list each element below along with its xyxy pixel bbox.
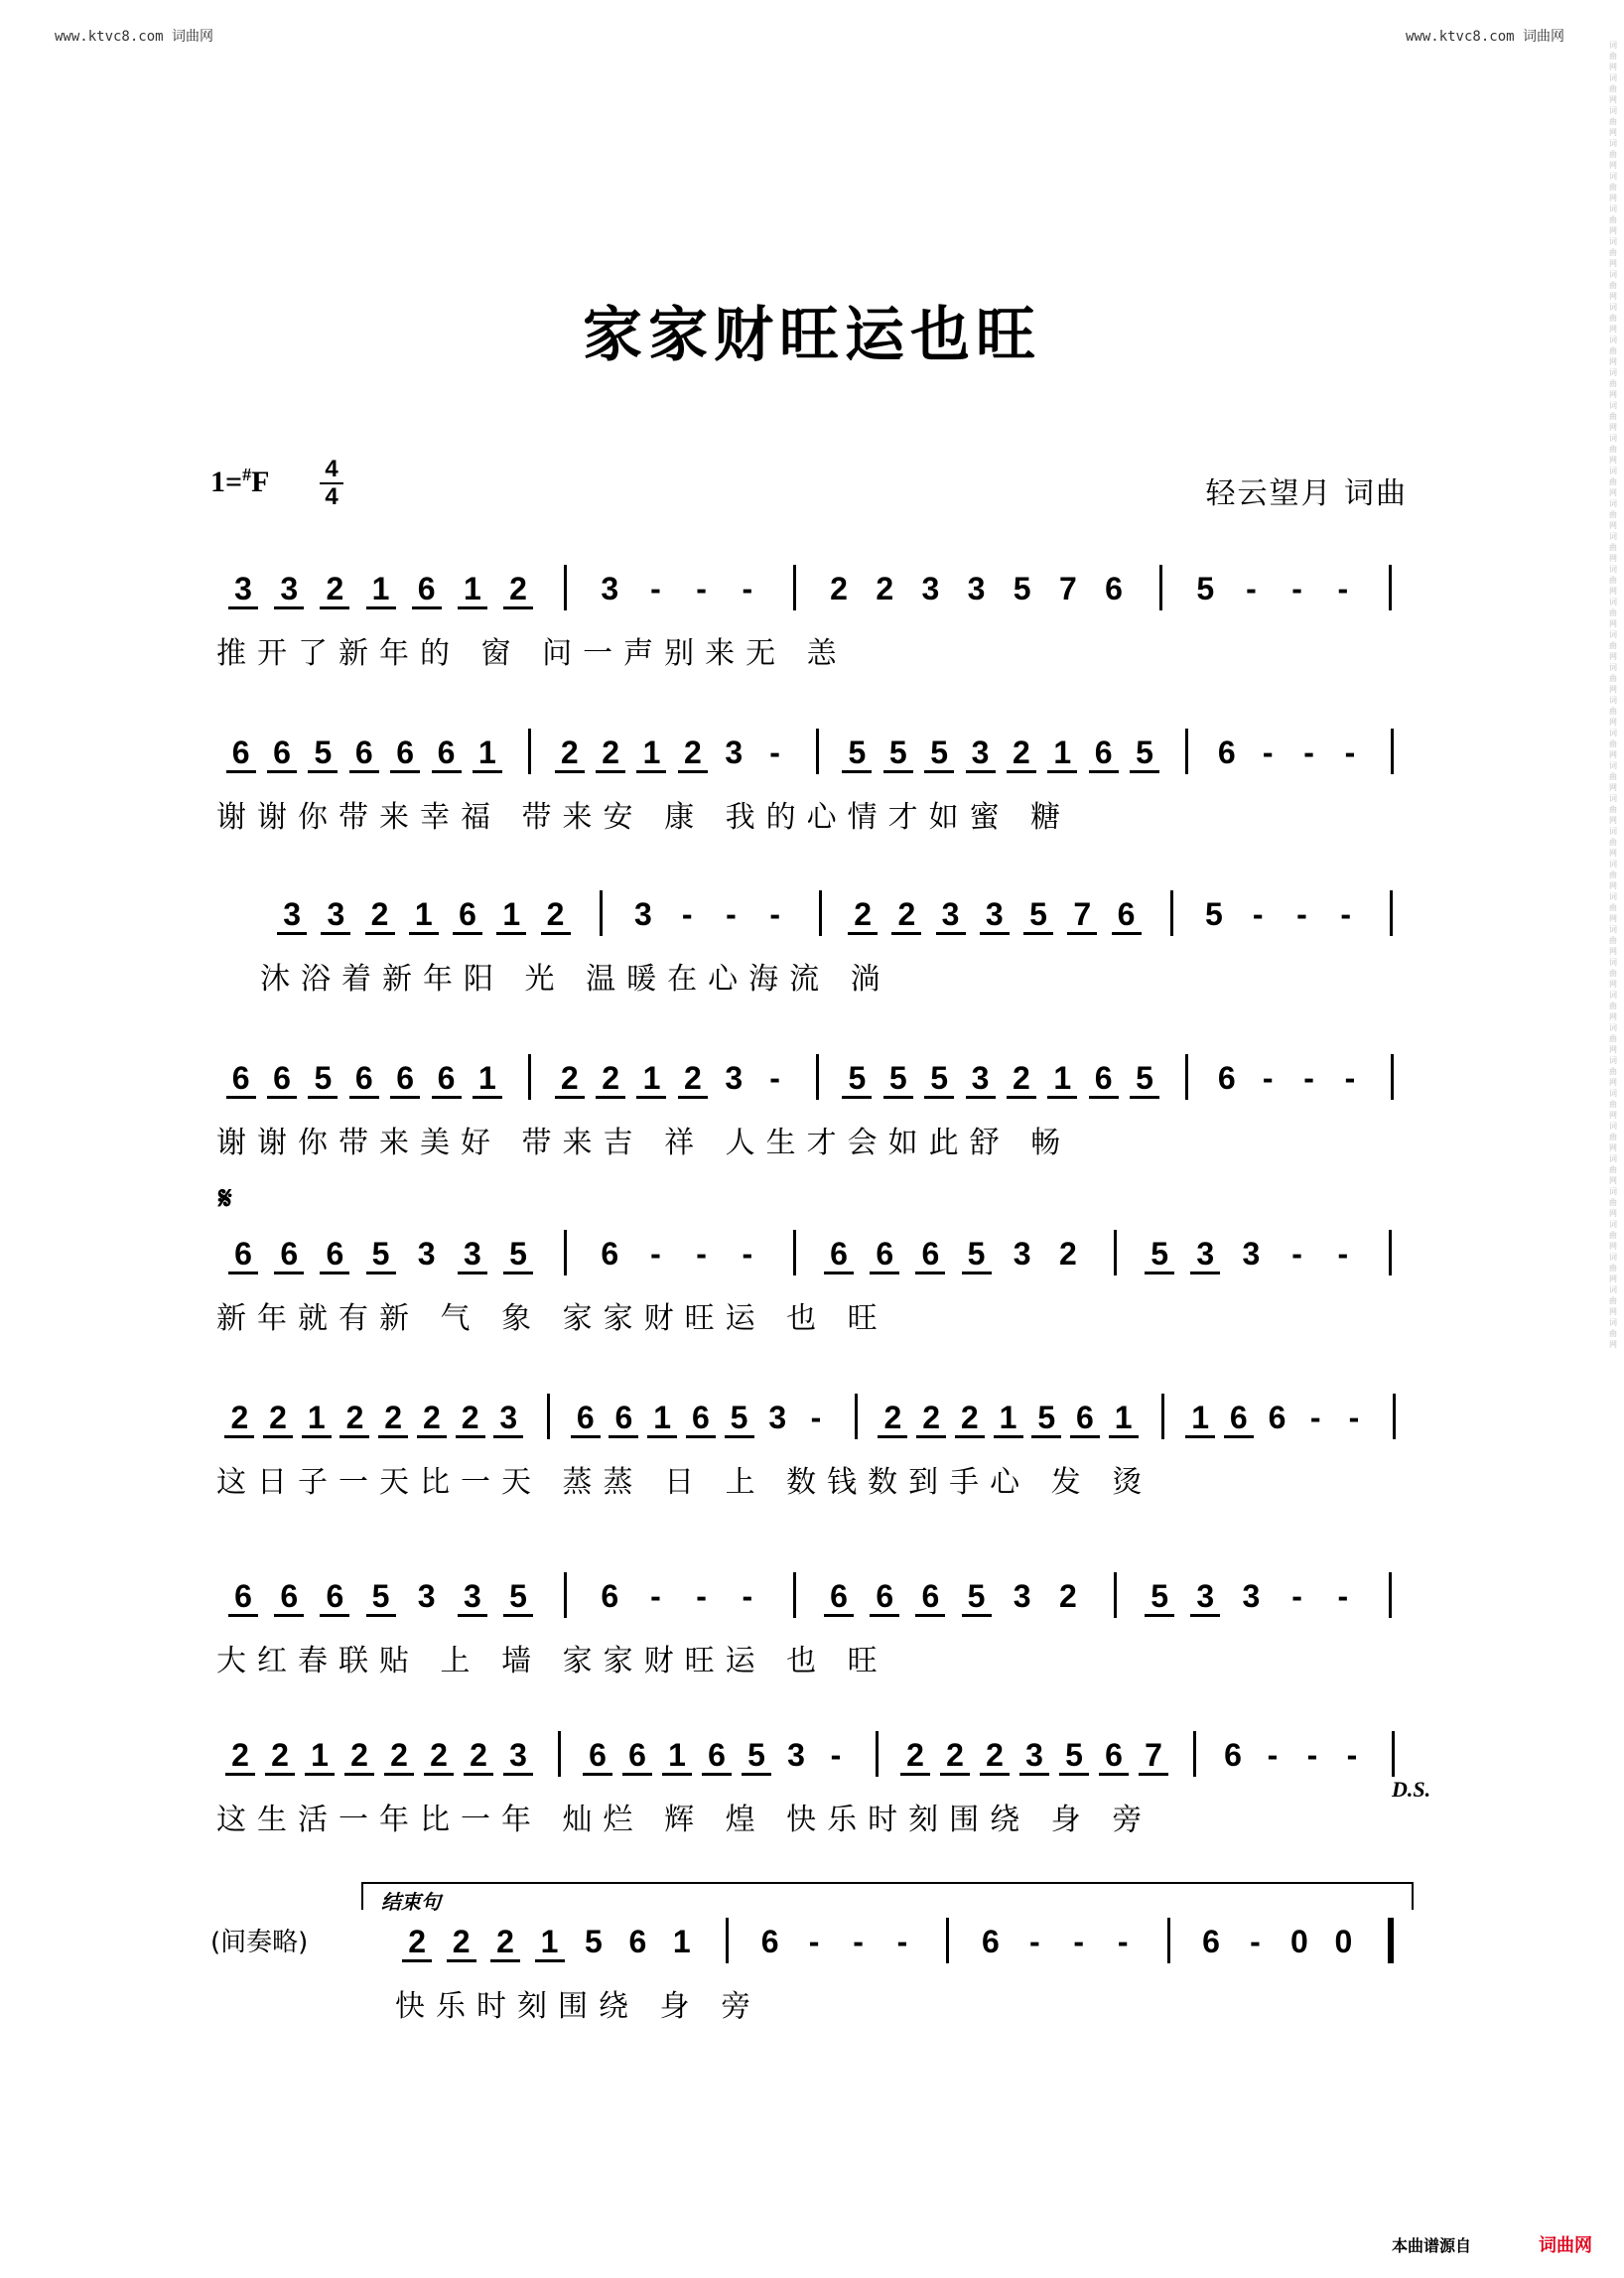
note: 2 — [320, 571, 349, 609]
bar-line — [528, 729, 531, 774]
note: - — [1267, 1737, 1279, 1773]
time-signature — [320, 457, 343, 510]
bar-line — [1193, 1731, 1196, 1777]
bar-line — [1389, 565, 1392, 610]
note: 3 — [1242, 1578, 1261, 1614]
score-row — [0, 735, 1624, 864]
note: - — [1303, 735, 1314, 770]
note: 2 — [378, 1400, 408, 1438]
note: 3 — [503, 1737, 533, 1776]
lyric-line: 这生活一年比一年 灿烂 辉 煌 快乐时刻围绕 身 旁 — [216, 1803, 1153, 1837]
note: 5 — [924, 735, 954, 773]
note: 2 — [940, 1737, 970, 1776]
note: 2 — [891, 896, 921, 935]
note: 6 — [870, 1578, 899, 1617]
bar-line — [946, 1918, 949, 1963]
note: 2 — [447, 1924, 476, 1962]
note: 6 — [228, 1578, 258, 1617]
footer-source: 本曲谱源自 — [1392, 2236, 1472, 2255]
note: 3 — [725, 1060, 744, 1096]
note: - — [896, 1924, 908, 1959]
note: 2 — [1058, 1236, 1077, 1272]
note: 6 — [412, 571, 442, 609]
ending-bracket — [361, 1882, 1414, 1910]
note: 5 — [503, 1236, 533, 1274]
note: 5 — [308, 735, 338, 773]
note: - — [742, 1578, 753, 1614]
bar-line — [564, 565, 567, 610]
lyric-line: 这日子一天比一天 蒸蒸 日 上 数钱数到手心 发 烫 — [216, 1465, 1153, 1500]
note: 2 — [339, 1400, 369, 1438]
note: 2 — [678, 1060, 708, 1099]
note: 5 — [842, 735, 872, 773]
note: 2 — [456, 1400, 485, 1438]
bar-line — [1114, 1230, 1117, 1275]
note: 5 — [366, 1236, 396, 1274]
note: 2 — [876, 571, 894, 606]
lyric-line: 快乐时刻围绕 身 旁 — [395, 1989, 762, 2024]
note: 5 — [1130, 1060, 1159, 1099]
note: 6 — [686, 1400, 716, 1438]
note: 2 — [955, 1400, 985, 1438]
ending-label: 结束句 — [381, 1890, 441, 1914]
note: - — [830, 1737, 842, 1773]
note: 5 — [742, 1737, 771, 1776]
note: 1 — [458, 571, 487, 609]
lyric-line: 推开了新年的 窗 问一声别来无 恙 — [216, 636, 848, 671]
note: 6 — [349, 735, 379, 773]
note: - — [808, 1924, 820, 1959]
note: 6 — [390, 1060, 420, 1099]
note: 1 — [636, 1060, 666, 1099]
bar-line — [1391, 729, 1394, 774]
bar-line — [1390, 890, 1393, 936]
note: 2 — [848, 896, 878, 935]
note: 6 — [320, 1236, 349, 1274]
note: 2 — [1007, 735, 1036, 773]
note: 3 — [321, 896, 350, 935]
note: 1 — [672, 1924, 691, 1959]
lyric-line: 大红春联贴 上 墙 家家财旺运 也 旺 — [216, 1644, 888, 1678]
note: 5 — [725, 1400, 754, 1438]
note: 3 — [936, 896, 966, 935]
note: 5 — [1059, 1737, 1089, 1776]
note: 1 — [473, 735, 502, 773]
note: - — [1252, 896, 1264, 932]
note: 3 — [768, 1400, 787, 1435]
note: - — [1340, 896, 1351, 932]
bar-line — [816, 729, 819, 774]
score-row — [0, 571, 1624, 700]
note: 6 — [320, 1578, 349, 1617]
segno-icon: 𝄋 — [218, 1179, 232, 1217]
note: 6 — [1224, 1400, 1254, 1438]
note: - — [726, 896, 737, 932]
note: 2 — [417, 1400, 447, 1438]
note: 6 — [1089, 735, 1119, 773]
footer-logo: 词曲网 — [1539, 2235, 1592, 2256]
note: 6 — [622, 1737, 652, 1776]
note: 6 — [1089, 1060, 1119, 1099]
note: 1 — [1047, 735, 1077, 773]
note: 3 — [458, 1236, 487, 1274]
note: 2 — [541, 896, 571, 935]
score-row — [0, 1236, 1624, 1365]
note: 3 — [228, 571, 258, 609]
note: - — [696, 1578, 707, 1614]
note: 2 — [596, 735, 625, 773]
note: - — [1346, 1737, 1358, 1773]
note: - — [1344, 1060, 1356, 1096]
note: 2 — [1007, 1060, 1036, 1099]
key-prefix: 1= — [210, 466, 243, 498]
note: 1 — [1185, 1400, 1215, 1438]
note: 5 — [924, 1060, 954, 1099]
note: - — [681, 896, 693, 932]
note: 6 — [981, 1924, 1000, 1959]
note: - — [1028, 1924, 1040, 1959]
note: 0 — [1290, 1924, 1308, 1959]
note: 6 — [915, 1236, 945, 1274]
note: 6 — [601, 1578, 619, 1614]
bar-line — [1389, 1572, 1392, 1618]
note: 2 — [225, 1737, 255, 1776]
bar-line — [793, 565, 796, 610]
note: 6 — [267, 1060, 297, 1099]
note: 6 — [432, 1060, 462, 1099]
note: 3 — [725, 735, 744, 770]
note: 3 — [458, 1578, 487, 1617]
note: - — [696, 1236, 707, 1272]
note: 6 — [1217, 735, 1236, 770]
note: 0 — [1334, 1924, 1353, 1959]
note: 6 — [583, 1737, 612, 1776]
note: - — [769, 896, 780, 932]
bar-line — [564, 1572, 567, 1618]
note: 6 — [1070, 1400, 1100, 1438]
score-row — [0, 1400, 1624, 1529]
note: - — [1262, 1060, 1274, 1096]
note: - — [769, 735, 780, 770]
note: - — [1337, 1578, 1349, 1614]
note: 6 — [915, 1578, 945, 1617]
note: 5 — [1023, 896, 1053, 935]
bar-line — [1389, 1230, 1392, 1275]
note: 5 — [1145, 1578, 1174, 1617]
note: 6 — [432, 735, 462, 773]
note: 1 — [636, 735, 666, 773]
lyric-line: 谢谢你带来美好 带来吉 祥 人生才会如此舒 畅 — [216, 1126, 1072, 1160]
note: 6 — [1224, 1737, 1242, 1773]
note: 3 — [634, 896, 652, 932]
bar-line — [855, 1394, 858, 1439]
note: 6 — [601, 1236, 619, 1272]
note: - — [853, 1924, 864, 1959]
bar-line — [558, 1731, 561, 1777]
note: 3 — [921, 571, 940, 606]
note: 5 — [1196, 571, 1215, 606]
lyric-line: 谢谢你带来幸福 带来安 康 我的心情才如蜜 糖 — [216, 800, 1072, 835]
bar-line — [1161, 1394, 1164, 1439]
note: 6 — [1105, 571, 1123, 606]
note: 6 — [226, 735, 256, 773]
note: 1 — [302, 1400, 332, 1438]
composer: 轻云望月 词曲 — [1205, 476, 1408, 511]
score-row — [0, 1060, 1624, 1189]
note: 6 — [274, 1578, 304, 1617]
note: 6 — [453, 896, 482, 935]
note: 2 — [555, 735, 585, 773]
note: 6 — [349, 1060, 379, 1099]
note: 7 — [1139, 1737, 1168, 1776]
note: - — [650, 1578, 661, 1614]
note: 6 — [824, 1578, 854, 1617]
note: 2 — [224, 1400, 254, 1438]
note: 3 — [966, 735, 996, 773]
note: 6 — [274, 1236, 304, 1274]
note: 2 — [878, 1400, 907, 1438]
note: 2 — [596, 1060, 625, 1099]
note: 3 — [1190, 1578, 1220, 1617]
note: 3 — [417, 1236, 436, 1272]
note: 3 — [277, 896, 307, 935]
note: 5 — [585, 1924, 603, 1959]
note: 6 — [609, 1400, 638, 1438]
note: - — [1296, 896, 1307, 932]
score-row — [0, 1578, 1624, 1707]
note: 2 — [265, 1737, 295, 1776]
bar-line — [1388, 1918, 1394, 1963]
interlude-label: (间奏略) — [210, 1928, 309, 1957]
note: 6 — [1217, 1060, 1236, 1096]
note: 2 — [555, 1060, 585, 1099]
note: 3 — [1190, 1236, 1220, 1274]
note: 6 — [702, 1737, 732, 1776]
note: - — [1291, 1236, 1302, 1272]
note: 6 — [226, 1060, 256, 1099]
note: 6 — [390, 735, 420, 773]
note: - — [742, 1236, 753, 1272]
header-left: www.ktvc8.com 词曲网 — [55, 29, 214, 45]
note: 2 — [365, 896, 395, 935]
time-top: 4 — [325, 456, 338, 482]
note: - — [1262, 735, 1274, 770]
note: 3 — [966, 1060, 996, 1099]
note: - — [1348, 1400, 1360, 1435]
bar-line — [1185, 1054, 1188, 1100]
note: - — [696, 571, 707, 606]
note: 1 — [662, 1737, 692, 1776]
bar-line — [1392, 1731, 1395, 1777]
note: 5 — [842, 1060, 872, 1099]
note: 6 — [571, 1400, 601, 1438]
bar-line — [1393, 1394, 1396, 1439]
note: 3 — [601, 571, 619, 606]
note: 6 — [870, 1236, 899, 1274]
note: 3 — [493, 1400, 523, 1438]
bar-line — [547, 1394, 550, 1439]
sharp-sign: # — [242, 465, 252, 484]
lyric-line: 新年就有新 气 象 家家财旺运 也 旺 — [216, 1301, 888, 1336]
note: 3 — [1019, 1737, 1049, 1776]
bar-line — [564, 1230, 567, 1275]
note: 5 — [1205, 896, 1223, 932]
note: 5 — [1130, 735, 1159, 773]
note: - — [1250, 1924, 1261, 1959]
bar-line — [726, 1918, 729, 1963]
note: 1 — [305, 1737, 335, 1776]
note: - — [1337, 571, 1349, 606]
note: 2 — [1058, 1578, 1077, 1614]
bar-line — [1167, 1918, 1170, 1963]
bar-line — [1185, 729, 1188, 774]
note: - — [1309, 1400, 1321, 1435]
note: 6 — [628, 1924, 647, 1959]
bar-line — [816, 1054, 819, 1100]
bar-line — [793, 1572, 796, 1618]
note: 5 — [503, 1578, 533, 1617]
bar-line — [1159, 565, 1162, 610]
note: - — [1337, 1236, 1349, 1272]
note: 6 — [267, 735, 297, 773]
note: 5 — [1031, 1400, 1061, 1438]
bar-line — [819, 890, 822, 936]
note: 2 — [402, 1924, 432, 1962]
note: 1 — [994, 1400, 1023, 1438]
ds-marking: D.S. — [1392, 1777, 1431, 1802]
note: 1 — [1047, 1060, 1077, 1099]
side-watermark: 词曲网词曲网词曲网词曲网词曲网词曲网词曲网词曲网词曲网词曲网词曲网词曲网词曲网词曲网词曲网词曲网词曲网词曲网词曲网词曲网词曲网词曲网词曲网词曲网词曲网词曲网词曲网词曲网词曲网词曲网词曲网词曲网词曲网词曲网词曲网词曲网词曲网词曲网词曲网词曲网 — [1609, 41, 1617, 1349]
note: 7 — [1058, 571, 1077, 606]
time-bottom: 4 — [320, 482, 343, 510]
score-row — [0, 1737, 1624, 1866]
key-note: F — [251, 466, 270, 498]
note: - — [742, 571, 753, 606]
bar-line — [528, 1054, 531, 1100]
note: 3 — [274, 571, 304, 609]
note: 5 — [883, 1060, 913, 1099]
note: 1 — [535, 1924, 565, 1962]
note: 2 — [916, 1400, 946, 1438]
note: 2 — [503, 571, 533, 609]
note: 7 — [1067, 896, 1097, 935]
note: 3 — [1242, 1236, 1261, 1272]
header-right: www.ktvc8.com 词曲网 — [1405, 29, 1564, 45]
note: 3 — [787, 1737, 805, 1773]
note: - — [650, 1236, 661, 1272]
note: 1 — [366, 571, 396, 609]
note: 6 — [1099, 1737, 1129, 1776]
note: - — [1291, 571, 1302, 606]
note: 2 — [900, 1737, 930, 1776]
note: - — [1344, 735, 1356, 770]
note: 1 — [473, 1060, 502, 1099]
note: 3 — [967, 571, 986, 606]
note: 5 — [962, 1236, 992, 1274]
note: - — [1117, 1924, 1129, 1959]
note: - — [1306, 1737, 1318, 1773]
note: 2 — [263, 1400, 293, 1438]
note: 6 — [760, 1924, 779, 1959]
note: 2 — [464, 1737, 493, 1776]
note: 1 — [1109, 1400, 1139, 1438]
bar-line — [876, 1731, 879, 1777]
note: 1 — [647, 1400, 677, 1438]
note: 1 — [409, 896, 439, 935]
note: 6 — [1268, 1400, 1286, 1435]
page-title: 家家财旺运也旺 — [583, 301, 1041, 370]
note: 5 — [1145, 1236, 1174, 1274]
lyric-line: 沐浴着新年阳 光 温暖在心海流 淌 — [260, 962, 891, 997]
score-row — [0, 896, 1624, 1025]
note: - — [1073, 1924, 1085, 1959]
note: - — [769, 1060, 780, 1096]
note: 3 — [417, 1578, 436, 1614]
note: 2 — [678, 735, 708, 773]
note: 5 — [883, 735, 913, 773]
note: 1 — [496, 896, 526, 935]
note: 2 — [424, 1737, 454, 1776]
note: 2 — [830, 571, 848, 606]
note: 3 — [1013, 1578, 1031, 1614]
note: 2 — [344, 1737, 374, 1776]
note: 5 — [1013, 571, 1031, 606]
bar-line — [1170, 890, 1173, 936]
note: 6 — [824, 1236, 854, 1274]
note: - — [810, 1400, 822, 1435]
note: 2 — [980, 1737, 1010, 1776]
note: - — [1303, 1060, 1314, 1096]
note: - — [650, 571, 661, 606]
note: 3 — [980, 896, 1010, 935]
note: 2 — [490, 1924, 520, 1962]
note: 5 — [962, 1578, 992, 1617]
bar-line — [1391, 1054, 1394, 1100]
note: 6 — [228, 1236, 258, 1274]
note: 5 — [308, 1060, 338, 1099]
note: 5 — [366, 1578, 396, 1617]
note: 2 — [384, 1737, 414, 1776]
bar-line — [793, 1230, 796, 1275]
note: - — [1291, 1578, 1302, 1614]
note: 6 — [1202, 1924, 1220, 1959]
note: - — [1246, 571, 1257, 606]
bar-line — [1114, 1572, 1117, 1618]
note: 6 — [1112, 896, 1142, 935]
key-signature — [210, 465, 269, 499]
note: 3 — [1013, 1236, 1031, 1272]
bar-line — [600, 890, 603, 936]
